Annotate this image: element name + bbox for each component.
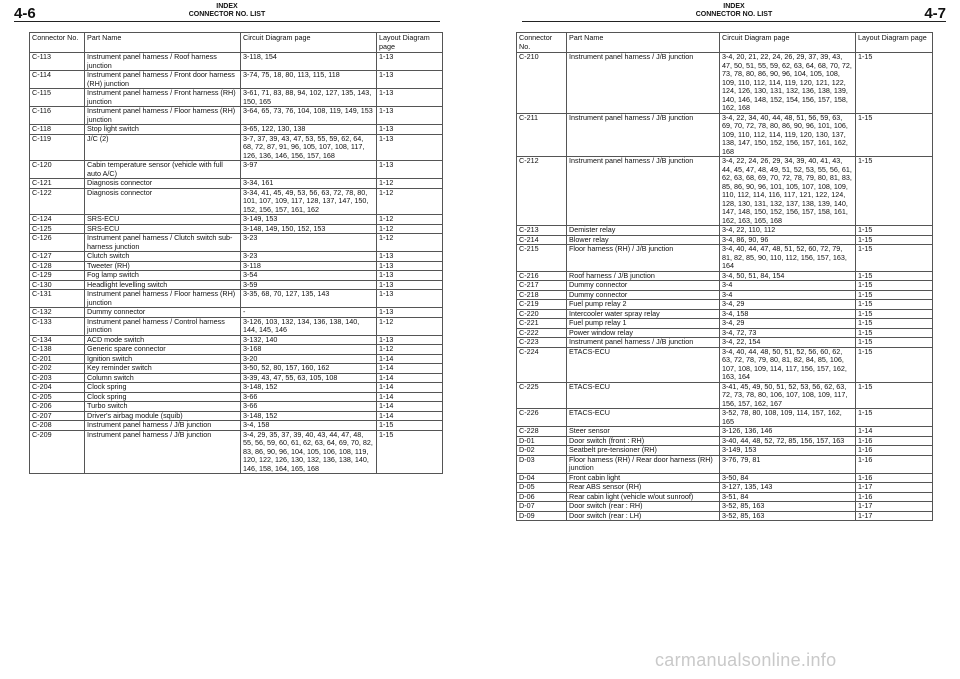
table-row [517,483,933,493]
connector-no-cell: C-209 [30,430,85,474]
left-header-index: INDEX [216,3,238,10]
table-row [517,446,933,456]
circuit-page-cell: 3-65, 122, 130, 138 [241,125,377,135]
part-name-cell: Clutch switch [85,252,241,262]
layout-page-cell: 1-15 [856,235,933,245]
layout-page-cell: 1-15 [856,290,933,300]
part-name-cell: Ignition switch [85,354,241,364]
part-name-cell: Headlight levelling switch [85,280,241,290]
circuit-page-cell: 3-149, 153 [720,446,856,456]
layout-page-cell: 1-14 [377,354,443,364]
circuit-page-cell: 3-118, 154 [241,53,377,71]
part-name-cell: Turbo switch [85,402,241,412]
table-row [517,281,933,291]
circuit-page-cell: 3-76, 79, 81 [720,455,856,473]
connector-no-cell: D-05 [517,483,567,493]
circuit-page-cell: 3-34, 161 [241,179,377,189]
connector-no-cell: C-205 [30,392,85,402]
layout-page-cell: 1-16 [856,436,933,446]
right-page [480,0,960,679]
circuit-page-cell: 3-4, 22, 110, 112 [720,226,856,236]
part-name-cell: Door switch (rear : RH) [567,502,720,512]
connector-no-cell: C-218 [517,290,567,300]
part-name-cell: Roof harness / J/B junction [567,271,720,281]
circuit-page-cell: 3-4, 22, 154 [720,338,856,348]
circuit-page-cell: 3-168 [241,345,377,355]
part-name-cell: Instrument panel harness / J/B junction [567,113,720,157]
circuit-page-cell: 3-54 [241,271,377,281]
layout-page-cell: 1-13 [377,134,443,161]
layout-page-cell: 1-14 [377,411,443,421]
circuit-page-cell: 3-7, 37, 39, 43, 47, 53, 55, 59, 62, 64, 68, 72, 87, 91, 96, 105, 107, 108, 117, 126, 136, 146, 156, 157, 168 [241,134,377,161]
connector-no-cell: C-120 [30,161,85,179]
part-name-cell: J/C (2) [85,134,241,161]
layout-page-cell: 1-15 [856,382,933,409]
layout-page-cell: 1-12 [377,215,443,225]
layout-page-cell: 1-15 [856,245,933,272]
circuit-page-cell: 3-118 [241,261,377,271]
connector-no-cell: C-113 [30,53,85,71]
part-name-cell: Stop light switch [85,125,241,135]
layout-page-cell: 1-15 [856,347,933,382]
circuit-page-cell: 3-4, 22, 24, 26, 29, 34, 39, 40, 41, 43, 44, 45, 47, 48, 49, 51, 52, 53, 55, 56, 61, 62, 63, 68, 69, 70, 72, 78, 79, 80, 81, 83, 85, 86, 90, 96, 101, 105, 107, 108, 109, 110, 112, 114, 116, 117, 121, 122, 124, 128, 130, 131, 132, 137, 138, 139, 140, 147, 148, 150, 152, 156, 157, 158, 161, 162, 163, 165, 168 [720,157,856,226]
layout-page-cell: 1-15 [856,409,933,427]
circuit-page-cell: 3-4 [720,290,856,300]
part-name-cell: Cabin temperature sensor (vehicle with full auto A/C) [85,161,241,179]
right-page-header [522,0,946,22]
layout-page-cell: 1-15 [856,338,933,348]
connector-no-cell: D-03 [517,455,567,473]
part-name-cell: Clock spring [85,383,241,393]
table-row [30,345,443,355]
part-name-cell: Clock spring [85,392,241,402]
right-page-number: 4-7 [924,5,946,22]
connector-no-cell: C-115 [30,89,85,107]
circuit-page-cell: 3-148, 149, 150, 152, 153 [241,224,377,234]
circuit-page-cell: 3-126, 136, 146 [720,427,856,437]
connector-no-cell: C-208 [30,421,85,431]
table-row [30,317,443,335]
circuit-page-cell: 3-97 [241,161,377,179]
part-name-cell: Driver's airbag module (squib) [85,411,241,421]
connector-no-cell: C-228 [517,427,567,437]
connector-no-cell: C-224 [517,347,567,382]
part-name-cell: Instrument panel harness / J/B junction [567,338,720,348]
circuit-page-cell: 3-23 [241,252,377,262]
table-row [517,511,933,521]
circuit-page-cell: 3-4, 29, 35, 37, 39, 40, 43, 44, 47, 48, 55, 56, 59, 60, 61, 62, 63, 64, 69, 70, 82, 83, 86, 90, 96, 104, 105, 106, 108, 119, 120, 122, 126, 130, 132, 136, 138, 140, 146, 158, 164, 165, 168 [241,430,377,474]
part-name-cell: Power window relay [567,328,720,338]
layout-page-cell: 1-12 [377,345,443,355]
layout-page-cell: 1-15 [856,300,933,310]
circuit-page-cell: 3-132, 140 [241,335,377,345]
connector-no-cell: C-215 [517,245,567,272]
connector-no-cell: C-130 [30,280,85,290]
layout-page-cell: 1-13 [377,107,443,125]
connector-no-cell: C-226 [517,409,567,427]
connector-no-cell: C-211 [517,113,567,157]
layout-page-cell: 1-16 [856,455,933,473]
circuit-page-cell: 3-52, 85, 163 [720,502,856,512]
layout-page-cell: 1-14 [377,364,443,374]
circuit-page-cell: 3-4, 20, 21, 22, 24, 26, 29, 37, 39, 43, 47, 50, 51, 55, 59, 62, 63, 64, 68, 70, 72, 73, 78, 80, 86, 90, 96, 104, 105, 108, 109, 110, 112, 114, 119, 120, 121, 122, 124, 126, 130, 131, 132, 136, 138, 139, 140, 146, 148, 152, 154, 156, 157, 158, 162, 168 [720,53,856,114]
part-name-cell: Instrument panel harness / Floor harness (RH) junction [85,290,241,308]
layout-page-cell: 1-15 [856,271,933,281]
col-circuit-diagram-page: Circuit Diagram page [241,33,377,53]
connector-no-cell: C-138 [30,345,85,355]
layout-page-cell: 1-14 [377,383,443,393]
circuit-page-cell: 3-148, 152 [241,383,377,393]
connector-no-cell: C-219 [517,300,567,310]
connector-no-cell: D-09 [517,511,567,521]
part-name-cell: ETACS-ECU [567,409,720,427]
circuit-page-cell: 3-59 [241,280,377,290]
part-name-cell: Diagnosis connector [85,179,241,189]
left-header-rule [14,21,440,22]
layout-page-cell: 1-12 [377,317,443,335]
circuit-page-cell: 3-66 [241,402,377,412]
right-connector-table [516,32,933,521]
layout-page-cell: 1-13 [377,89,443,107]
connector-no-cell: C-217 [517,281,567,291]
circuit-page-cell: 3-35, 68, 70, 127, 135, 143 [241,290,377,308]
circuit-page-cell: 3-4, 29 [720,300,856,310]
left-connector-table [29,32,443,474]
layout-page-cell: 1-17 [856,511,933,521]
circuit-page-cell: 3-127, 135, 143 [720,483,856,493]
circuit-page-cell: 3-23 [241,234,377,252]
circuit-page-cell: 3-4, 158 [720,309,856,319]
connector-no-cell: C-221 [517,319,567,329]
part-name-cell: SRS-ECU [85,215,241,225]
part-name-cell: Front cabin light [567,473,720,483]
circuit-page-cell: 3-52, 78, 80, 108, 109, 114, 157, 162, 165 [720,409,856,427]
col-connector-no: Connector No. [30,33,85,53]
right-header-subtitle: CONNECTOR NO. LIST [695,10,773,18]
table-row [517,226,933,236]
col-part-name: Part Name [85,33,241,53]
part-name-cell: Rear cabin light (vehicle w/out sunroof) [567,492,720,502]
left-header-subtitle: CONNECTOR NO. LIST [188,10,266,18]
table-row [517,455,933,473]
connector-no-cell: C-207 [30,411,85,421]
layout-page-cell: 1-15 [377,421,443,431]
right-table-header-row [517,33,933,53]
table-row [517,245,933,272]
right-header-index: INDEX [723,3,745,10]
layout-page-cell: 1-17 [856,483,933,493]
connector-no-cell: C-133 [30,317,85,335]
part-name-cell: Tweeter (RH) [85,261,241,271]
layout-page-cell: 1-15 [856,157,933,226]
layout-page-cell: 1-14 [377,402,443,412]
left-table-body [30,53,443,474]
circuit-page-cell: 3-50, 52, 80, 157, 160, 162 [241,364,377,374]
layout-page-cell: 1-14 [377,392,443,402]
col-part-name: Part Name [567,33,720,53]
circuit-page-cell: 3-61, 71, 83, 88, 94, 102, 127, 135, 143, 150, 165 [241,89,377,107]
part-name-cell: Instrument panel harness / Roof harness junction [85,53,241,71]
connector-no-cell: C-210 [517,53,567,114]
table-row [517,113,933,157]
connector-no-cell: D-04 [517,473,567,483]
connector-no-cell: D-02 [517,446,567,456]
table-row [30,252,443,262]
part-name-cell: Instrument panel harness / Front door harness (RH) junction [85,71,241,89]
connector-no-cell: C-124 [30,215,85,225]
part-name-cell: Instrument panel harness / J/B junction [85,421,241,431]
table-row [517,502,933,512]
circuit-page-cell: 3-4, 50, 51, 84, 154 [720,271,856,281]
part-name-cell: Instrument panel harness / Control harness junction [85,317,241,335]
table-row [517,338,933,348]
layout-page-cell: 1-16 [856,492,933,502]
table-row [517,409,933,427]
connector-no-cell: C-119 [30,134,85,161]
connector-no-cell: C-213 [517,226,567,236]
circuit-page-cell: 3-4, 158 [241,421,377,431]
circuit-page-cell: 3-34, 41, 45, 49, 53, 56, 63, 72, 78, 80, 101, 107, 109, 117, 128, 137, 147, 150, 152, 156, 157, 161, 162 [241,188,377,215]
connector-no-cell: C-220 [517,309,567,319]
circuit-page-cell: 3-4, 22, 34, 40, 44, 48, 51, 56, 59, 63, 69, 70, 72, 78, 80, 86, 90, 96, 101, 106, 109, 110, 112, 114, 119, 120, 130, 137, 138, 147, 150, 152, 156, 157, 161, 162, 168 [720,113,856,157]
circuit-page-cell: 3-41, 45, 49, 50, 51, 52, 53, 56, 62, 63, 72, 73, 78, 80, 106, 107, 108, 109, 117, 156, 157, 162, 167 [720,382,856,409]
part-name-cell: Instrument panel harness / Front harness (RH) junction [85,89,241,107]
col-layout-diagram-page: Layout Diagram page [856,33,933,53]
right-header-rule [522,21,946,22]
part-name-cell: Key reminder switch [85,364,241,374]
part-name-cell: Intercooler water spray relay [567,309,720,319]
connector-no-cell: D-07 [517,502,567,512]
table-row [30,125,443,135]
right-table-body [517,53,933,521]
part-name-cell: Instrument panel harness / J/B junction [567,53,720,114]
circuit-page-cell: 3-4, 72, 73 [720,328,856,338]
connector-no-cell: C-126 [30,234,85,252]
table-row [517,300,933,310]
connector-no-cell: C-134 [30,335,85,345]
col-connector-no: Connector No. [517,33,567,53]
col-layout-diagram-page: Layout Diagram page [377,33,443,53]
watermark: carmanualsonline.info [655,650,837,670]
part-name-cell: Dummy connector [567,290,720,300]
part-name-cell: Rear ABS sensor (RH) [567,483,720,493]
connector-no-cell: C-216 [517,271,567,281]
layout-page-cell: 1-14 [856,427,933,437]
part-name-cell: ETACS-ECU [567,347,720,382]
layout-page-cell: 1-13 [377,308,443,318]
layout-page-cell: 1-15 [377,430,443,474]
table-row [30,161,443,179]
circuit-page-cell: 3-4, 40, 44, 48, 50, 51, 52, 56, 60, 62, 63, 72, 78, 79, 80, 81, 82, 84, 85, 106, 107, 108, 109, 114, 117, 156, 157, 162, 163, 164 [720,347,856,382]
layout-page-cell: 1-12 [377,234,443,252]
layout-page-cell: 1-13 [377,335,443,345]
circuit-page-cell: 3-51, 84 [720,492,856,502]
connector-no-cell: C-132 [30,308,85,318]
table-row [30,107,443,125]
table-row [517,157,933,226]
table-row [30,234,443,252]
layout-page-cell: 1-17 [856,502,933,512]
part-name-cell: ETACS-ECU [567,382,720,409]
layout-page-cell: 1-15 [856,319,933,329]
table-row [30,430,443,474]
connector-no-cell: C-122 [30,188,85,215]
circuit-page-cell: 3-52, 85, 163 [720,511,856,521]
connector-no-cell: C-129 [30,271,85,281]
circuit-page-cell: 3-39, 43, 47, 55, 63, 105, 108 [241,373,377,383]
layout-page-cell: 1-13 [377,271,443,281]
table-row [30,308,443,318]
connector-no-cell: C-201 [30,354,85,364]
table-row [30,364,443,374]
layout-page-cell: 1-15 [856,328,933,338]
layout-page-cell: 1-13 [377,252,443,262]
layout-page-cell: 1-12 [377,188,443,215]
circuit-page-cell: 3-4, 86, 90, 96 [720,235,856,245]
circuit-page-cell: - [241,308,377,318]
connector-no-cell: C-114 [30,71,85,89]
part-name-cell: Generic spare connector [85,345,241,355]
connector-no-cell: C-118 [30,125,85,135]
connector-no-cell: C-203 [30,373,85,383]
left-page-number: 4-6 [14,5,36,22]
part-name-cell: ACD mode switch [85,335,241,345]
left-header-title [14,3,440,18]
table-row [30,89,443,107]
layout-page-cell: 1-13 [377,290,443,308]
layout-page-cell: 1-13 [377,261,443,271]
layout-page-cell: 1-13 [377,53,443,71]
circuit-page-cell: 3-149, 153 [241,215,377,225]
connector-no-cell: D-01 [517,436,567,446]
layout-page-cell: 1-12 [377,179,443,189]
layout-page-cell: 1-13 [377,280,443,290]
layout-page-cell: 1-15 [856,53,933,114]
connector-no-cell: C-222 [517,328,567,338]
circuit-page-cell: 3-148, 152 [241,411,377,421]
part-name-cell: Dummy connector [567,281,720,291]
part-name-cell: Floor harness (RH) / J/B junction [567,245,720,272]
table-row [30,215,443,225]
part-name-cell: Demister relay [567,226,720,236]
circuit-page-cell: 3-50, 84 [720,473,856,483]
part-name-cell: Blower relay [567,235,720,245]
part-name-cell: Instrument panel harness / Floor harness (RH) junction [85,107,241,125]
connector-no-cell: C-128 [30,261,85,271]
table-row [30,188,443,215]
connector-no-cell: C-202 [30,364,85,374]
part-name-cell: Steer sensor [567,427,720,437]
layout-page-cell: 1-16 [856,473,933,483]
connector-no-cell: C-125 [30,224,85,234]
layout-page-cell: 1-15 [856,113,933,157]
connector-no-cell: C-116 [30,107,85,125]
col-circuit-diagram-page: Circuit Diagram page [720,33,856,53]
layout-page-cell: 1-12 [377,224,443,234]
part-name-cell: Door switch (front : RH) [567,436,720,446]
table-row [30,179,443,189]
layout-page-cell: 1-13 [377,71,443,89]
part-name-cell: Instrument panel harness / Clutch switch sub-harness junction [85,234,241,252]
layout-page-cell: 1-15 [856,309,933,319]
connector-no-cell: C-131 [30,290,85,308]
left-page-header [14,0,440,22]
connector-no-cell: C-223 [517,338,567,348]
layout-page-cell: 1-13 [377,161,443,179]
layout-page-cell: 1-14 [377,373,443,383]
connector-no-cell: C-206 [30,402,85,412]
table-row [30,134,443,161]
circuit-page-cell: 3-126, 103, 132, 134, 136, 138, 140, 144, 145, 146 [241,317,377,335]
table-row [30,71,443,89]
layout-page-cell: 1-13 [377,125,443,135]
left-table-header-row [30,33,443,53]
table-row [517,319,933,329]
part-name-cell: Dummy connector [85,308,241,318]
table-row [30,290,443,308]
connector-no-cell: C-225 [517,382,567,409]
part-name-cell: Floor harness (RH) / Rear door harness (RH) junction [567,455,720,473]
part-name-cell: Diagnosis connector [85,188,241,215]
circuit-page-cell: 3-4, 40, 44, 47, 48, 51, 52, 60, 72, 79, 81, 82, 85, 90, 110, 112, 156, 157, 163, 164 [720,245,856,272]
part-name-cell: Instrument panel harness / J/B junction [567,157,720,226]
part-name-cell: Fuel pump relay 1 [567,319,720,329]
connector-no-cell: C-121 [30,179,85,189]
connector-no-cell: C-204 [30,383,85,393]
connector-no-cell: C-127 [30,252,85,262]
connector-no-cell: C-212 [517,157,567,226]
part-name-cell: Fog lamp switch [85,271,241,281]
layout-page-cell: 1-15 [856,226,933,236]
connector-no-cell: D-06 [517,492,567,502]
circuit-page-cell: 3-64, 65, 73, 76, 104, 108, 119, 149, 153 [241,107,377,125]
circuit-page-cell: 3-40, 44, 48, 52, 72, 85, 156, 157, 163 [720,436,856,446]
connector-no-cell: C-214 [517,235,567,245]
part-name-cell: Instrument panel harness / J/B junction [85,430,241,474]
layout-page-cell: 1-16 [856,446,933,456]
table-row [30,53,443,71]
table-row [517,347,933,382]
right-header-title [522,3,946,18]
part-name-cell: Column switch [85,373,241,383]
layout-page-cell: 1-15 [856,281,933,291]
table-row [30,271,443,281]
circuit-page-cell: 3-4 [720,281,856,291]
circuit-page-cell: 3-74, 75, 18, 80, 113, 115, 118 [241,71,377,89]
circuit-page-cell: 3-4, 29 [720,319,856,329]
table-row [517,382,933,409]
circuit-page-cell: 3-66 [241,392,377,402]
part-name-cell: Fuel pump relay 2 [567,300,720,310]
table-row [517,427,933,437]
table-row [30,383,443,393]
part-name-cell: Door switch (rear : LH) [567,511,720,521]
part-name-cell: Seatbelt pre-tensioner (RH) [567,446,720,456]
part-name-cell: SRS-ECU [85,224,241,234]
circuit-page-cell: 3-20 [241,354,377,364]
table-row [517,53,933,114]
table-row [30,421,443,431]
table-row [30,402,443,412]
